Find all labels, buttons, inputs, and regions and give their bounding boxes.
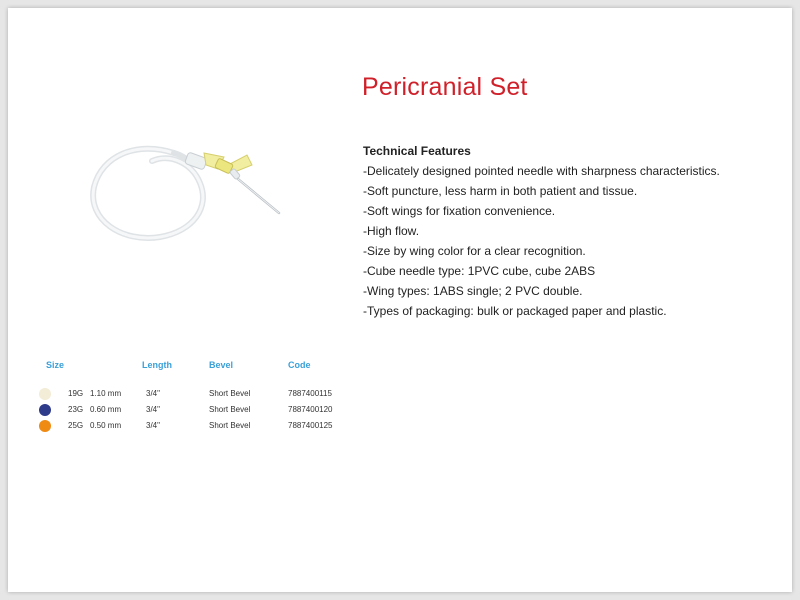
bevel: Short Bevel xyxy=(209,389,251,398)
feature-item: -Soft puncture, less harm in both patient and tissue. xyxy=(363,184,638,198)
diameter: 0.50 mm xyxy=(90,421,122,430)
feature-item: -Types of packaging: bulk or packaged paper and plastic. xyxy=(363,304,667,318)
pericranial-set-image xyxy=(82,125,302,255)
bevel: Short Bevel xyxy=(209,421,251,430)
table-row xyxy=(38,404,358,418)
header-code: Code xyxy=(288,360,311,370)
feature-item: -Cube needle type: 1PVC cube, cube 2ABS xyxy=(363,264,596,278)
feature-item: -Soft wings for fixation convenience. xyxy=(363,204,556,218)
length: 3/4" xyxy=(146,421,160,430)
gauge: 23G xyxy=(68,405,84,414)
features-heading: Technical Features xyxy=(363,144,471,158)
bevel: Short Bevel xyxy=(209,405,251,414)
feature-item: -Delicately designed pointed needle with sharpness characteristics. xyxy=(363,164,720,178)
feature-item: -Size by wing color for a clear recognition. xyxy=(363,244,586,258)
product-code: 7887400120 xyxy=(288,405,333,414)
feature-item: -Wing types: 1ABS single; 2 PVC double. xyxy=(363,284,583,298)
product-code: 7887400125 xyxy=(288,421,333,430)
technical-features xyxy=(363,141,720,321)
length: 3/4" xyxy=(146,389,160,398)
wing-color-swatch xyxy=(39,420,51,432)
table-row xyxy=(38,420,358,434)
page-title: Pericranial Set xyxy=(362,73,528,101)
gauge: 25G xyxy=(68,421,84,430)
wing-color-swatch xyxy=(39,404,51,416)
diameter: 1.10 mm xyxy=(90,389,122,398)
product-code: 7887400115 xyxy=(288,389,332,398)
diameter: 0.60 mm xyxy=(90,405,122,414)
table-row xyxy=(38,388,358,402)
header-size: Size xyxy=(46,360,65,370)
wing-color-swatch xyxy=(39,388,51,400)
header-bevel: Bevel xyxy=(209,360,234,370)
gauge: 19G xyxy=(68,389,84,398)
length: 3/4" xyxy=(146,405,160,414)
feature-item: -High flow. xyxy=(363,224,420,238)
header-length: Length xyxy=(142,360,172,370)
